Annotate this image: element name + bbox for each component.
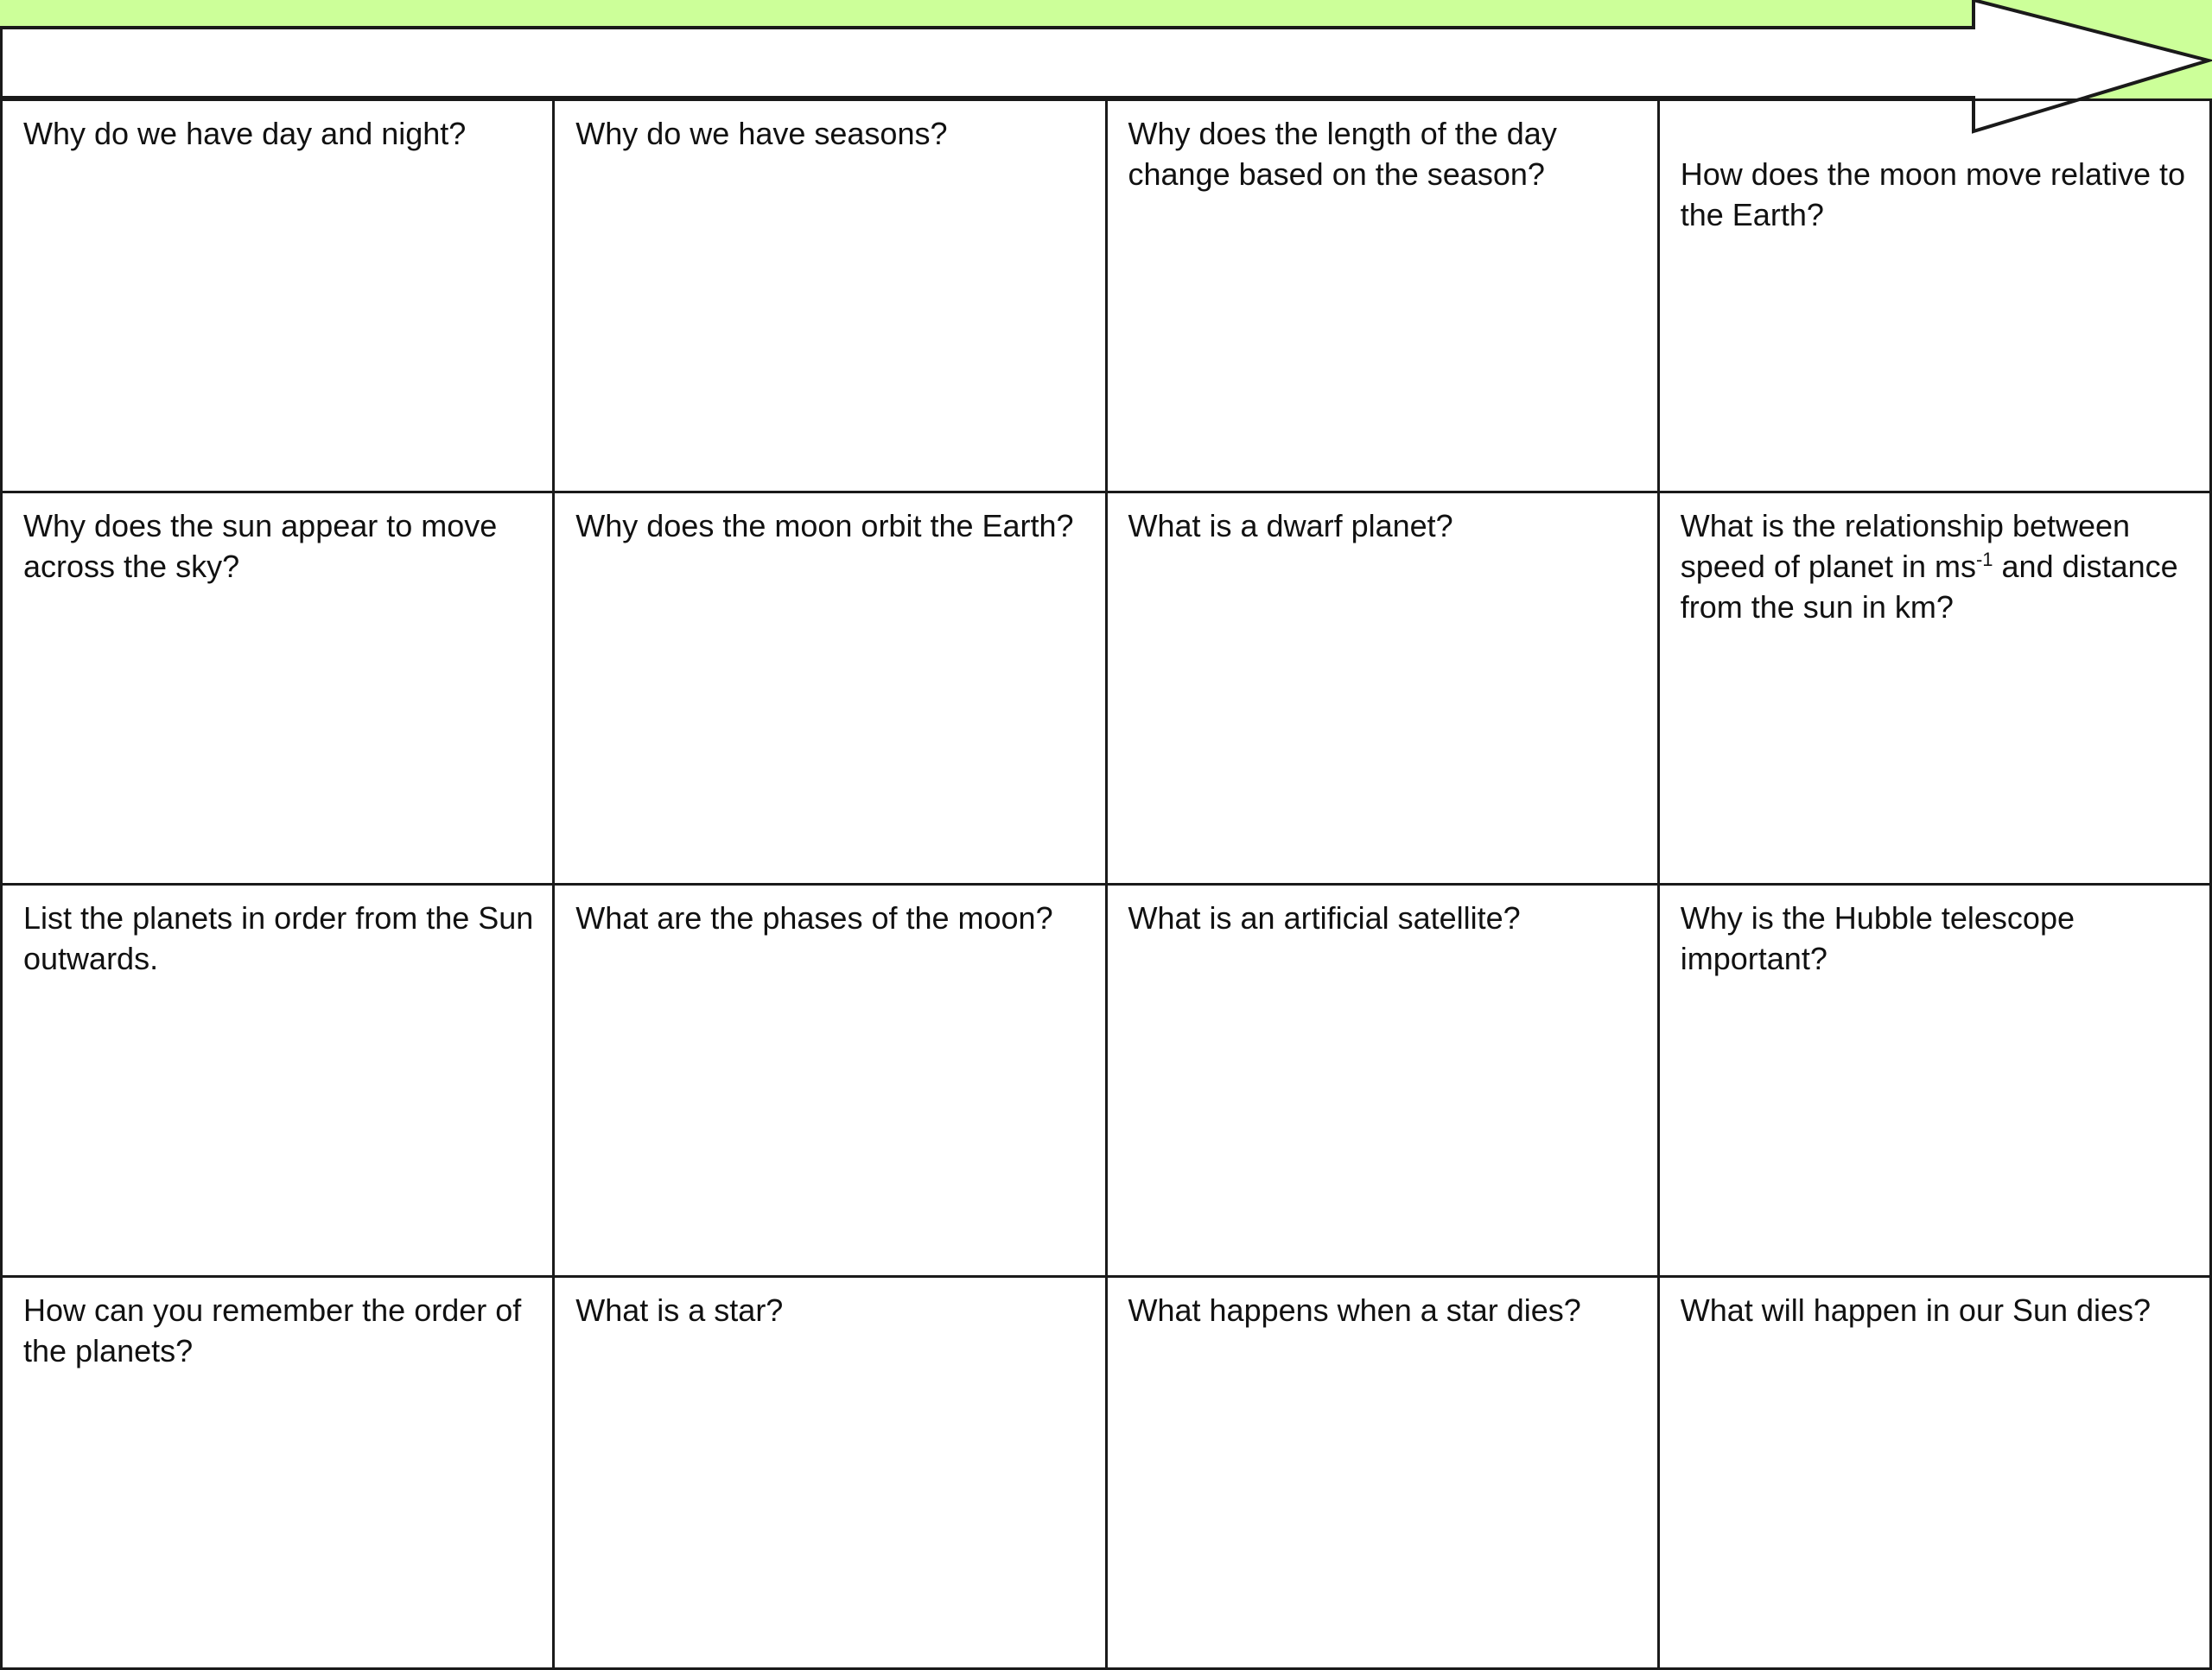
question-cell[interactable] (1658, 1277, 2210, 1669)
question-text: What is a dwarf planet? (1128, 508, 1453, 543)
question-text: How can you remember the order of the planets? (23, 1292, 522, 1368)
question-text: What is a star? (575, 1292, 784, 1328)
question-text-part: and distance from the sun in km? (1680, 549, 2178, 625)
question-text: Why does the moon orbit the Earth? (575, 508, 1074, 543)
question-text: Why do we have day and night? (23, 116, 467, 151)
question-cell[interactable] (554, 885, 1106, 1277)
question-cell[interactable] (1106, 492, 1658, 885)
question-cell[interactable] (2, 100, 554, 492)
question-cell[interactable] (1106, 1277, 1658, 1669)
question-text: What will happen in our Sun dies? (1680, 1292, 2152, 1328)
question-text: List the planets in order from the Sun outwards. (23, 900, 534, 976)
question-text: Why is the Hubble telescope important? (1680, 900, 2075, 976)
question-text: What is an artificial satellite? (1128, 900, 1521, 936)
question-text: What happens when a star dies? (1128, 1292, 1581, 1328)
question-cell[interactable] (2, 492, 554, 885)
question-cell[interactable] (1658, 492, 2210, 885)
question-text-part: What is the relationship between speed of planet in ms (1680, 508, 2131, 584)
superscript-exponent: -1 (1975, 549, 1993, 570)
grid-row-4 (2, 1277, 2211, 1669)
question-cell[interactable] (1106, 100, 1658, 492)
question-text: What are the phases of the moon? (575, 900, 1053, 936)
question-cell[interactable] (1658, 100, 2210, 492)
question-grid (0, 98, 2212, 1670)
grid-row-1 (2, 100, 2211, 492)
question-text: Why do we have seasons? (575, 116, 948, 151)
grid-row-2 (2, 492, 2211, 885)
question-text (1660, 493, 2209, 627)
question-cell[interactable] (1106, 885, 1658, 1277)
question-text: How does the moon move relative to the Earth? (1680, 156, 2186, 232)
question-cell[interactable] (2, 885, 554, 1277)
question-text: Why does the length of the day change based on the season? (1128, 116, 1557, 192)
question-cell[interactable] (554, 1277, 1106, 1669)
question-cell[interactable] (1658, 885, 2210, 1277)
grid-row-3 (2, 885, 2211, 1277)
question-text: Why does the sun appear to move across the sky? (23, 508, 498, 584)
question-cell[interactable] (554, 492, 1106, 885)
question-cell[interactable] (2, 1277, 554, 1669)
question-cell[interactable] (554, 100, 1106, 492)
